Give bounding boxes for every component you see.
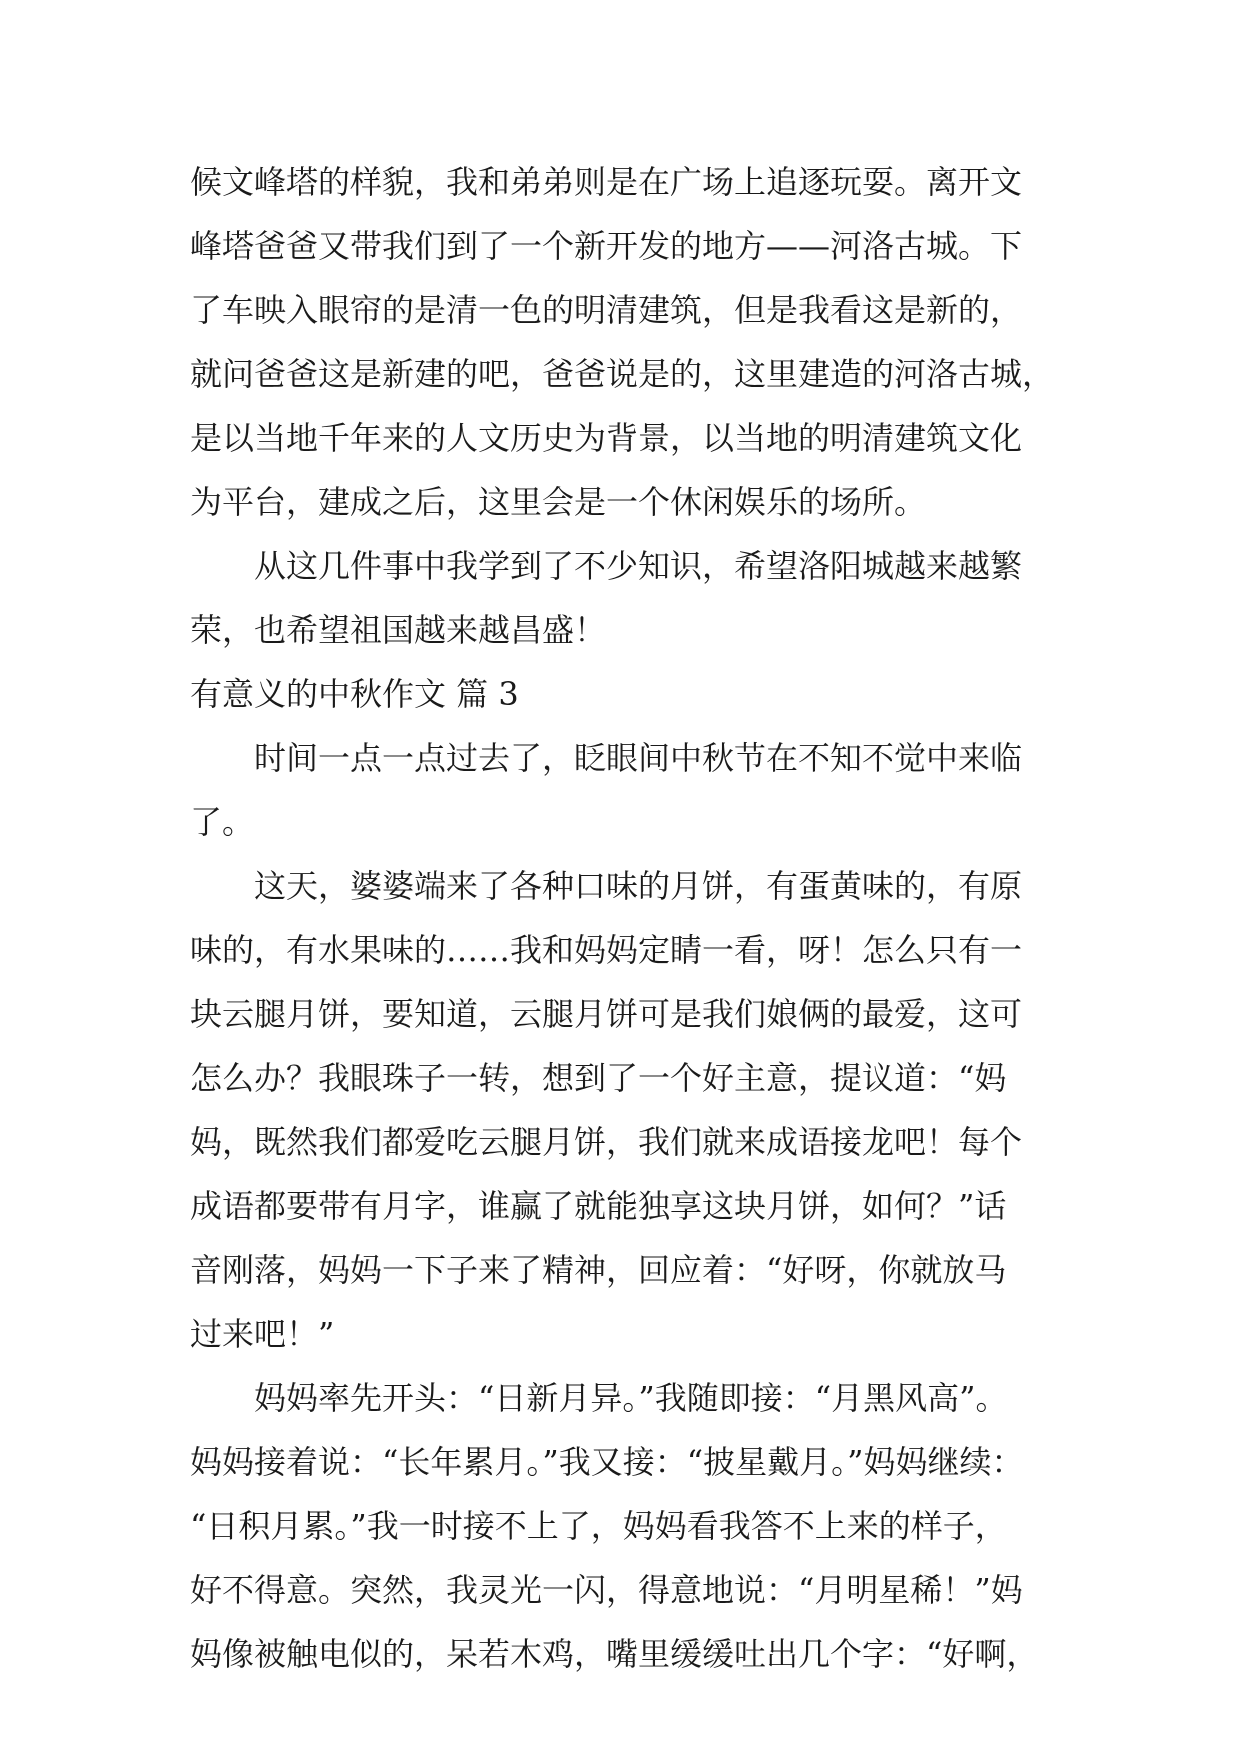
text-line: 过来吧！” — [190, 1315, 335, 1353]
text-line: 味的，有水果味的……我和妈妈定睛一看，呀！怎么只有一 — [190, 931, 1023, 969]
paragraph-4 — [190, 854, 1070, 1366]
text-line: 怎么办？我眼珠子一转，想到了一个好主意，提议道：“妈 — [190, 1059, 1007, 1097]
document-body — [190, 150, 1070, 1686]
text-line: 这天，婆婆端来了各种口味的月饼，有蛋黄味的，有原 — [254, 867, 1023, 905]
text-line: 时间一点一点过去了，眨眼间中秋节在不知不觉中来临 — [254, 739, 1023, 777]
text-line: 峰塔爸爸又带我们到了一个新开发的地方——河洛古城。下 — [190, 227, 1023, 265]
text-line: 块云腿月饼，要知道，云腿月饼可是我们娘俩的最爱，这可 — [190, 995, 1023, 1033]
text-line: “日积月累。”我一时接不上了，妈妈看我答不上来的样子， — [190, 1507, 1007, 1545]
text-line: 就问爸爸这是新建的吧，爸爸说是的，这里建造的河洛古城， — [190, 355, 1055, 393]
text-line: 了车映入眼帘的是清一色的明清建筑，但是我看这是新的， — [190, 291, 1023, 329]
text-line: 妈妈接着说：“长年累月。”我又接：“披星戴月。”妈妈继续： — [190, 1443, 1024, 1481]
text-line: 荣，也希望祖国越来越昌盛！ — [190, 611, 607, 649]
text-line: 妈像被触电似的，呆若木鸡，嘴里缓缓吐出几个字：“好啊， — [190, 1635, 1039, 1673]
text-line: 妈妈率先开头：“日新月异。”我随即接：“月黑风高”。 — [254, 1379, 1008, 1417]
section-heading: 有意义的中秋作文 篇 3 — [190, 675, 519, 713]
text-line: 从这几件事中我学到了不少知识，希望洛阳城越来越繁 — [254, 547, 1023, 585]
paragraph-1 — [190, 150, 1070, 534]
text-line: 音刚落，妈妈一下子来了精神，回应着：“好呀，你就放马 — [190, 1251, 1007, 1289]
paragraph-2 — [190, 534, 1070, 662]
text-line: 候文峰塔的样貌，我和弟弟则是在广场上追逐玩耍。离开文 — [190, 163, 1023, 201]
text-line: 妈，既然我们都爱吃云腿月饼，我们就来成语接龙吧！每个 — [190, 1123, 1023, 1161]
paragraph-5 — [190, 1366, 1070, 1686]
text-line: 成语都要带有月字，谁赢了就能独享这块月饼，如何？”话 — [190, 1187, 1007, 1225]
text-line: 是以当地千年来的人文历史为背景，以当地的明清建筑文化 — [190, 419, 1023, 457]
paragraph-3 — [190, 726, 1070, 854]
text-line: 了。 — [190, 803, 255, 841]
text-line: 好不得意。突然，我灵光一闪，得意地说：“月明星稀！”妈 — [190, 1571, 1023, 1609]
text-line: 为平台，建成之后，这里会是一个休闲娱乐的场所。 — [190, 483, 927, 521]
